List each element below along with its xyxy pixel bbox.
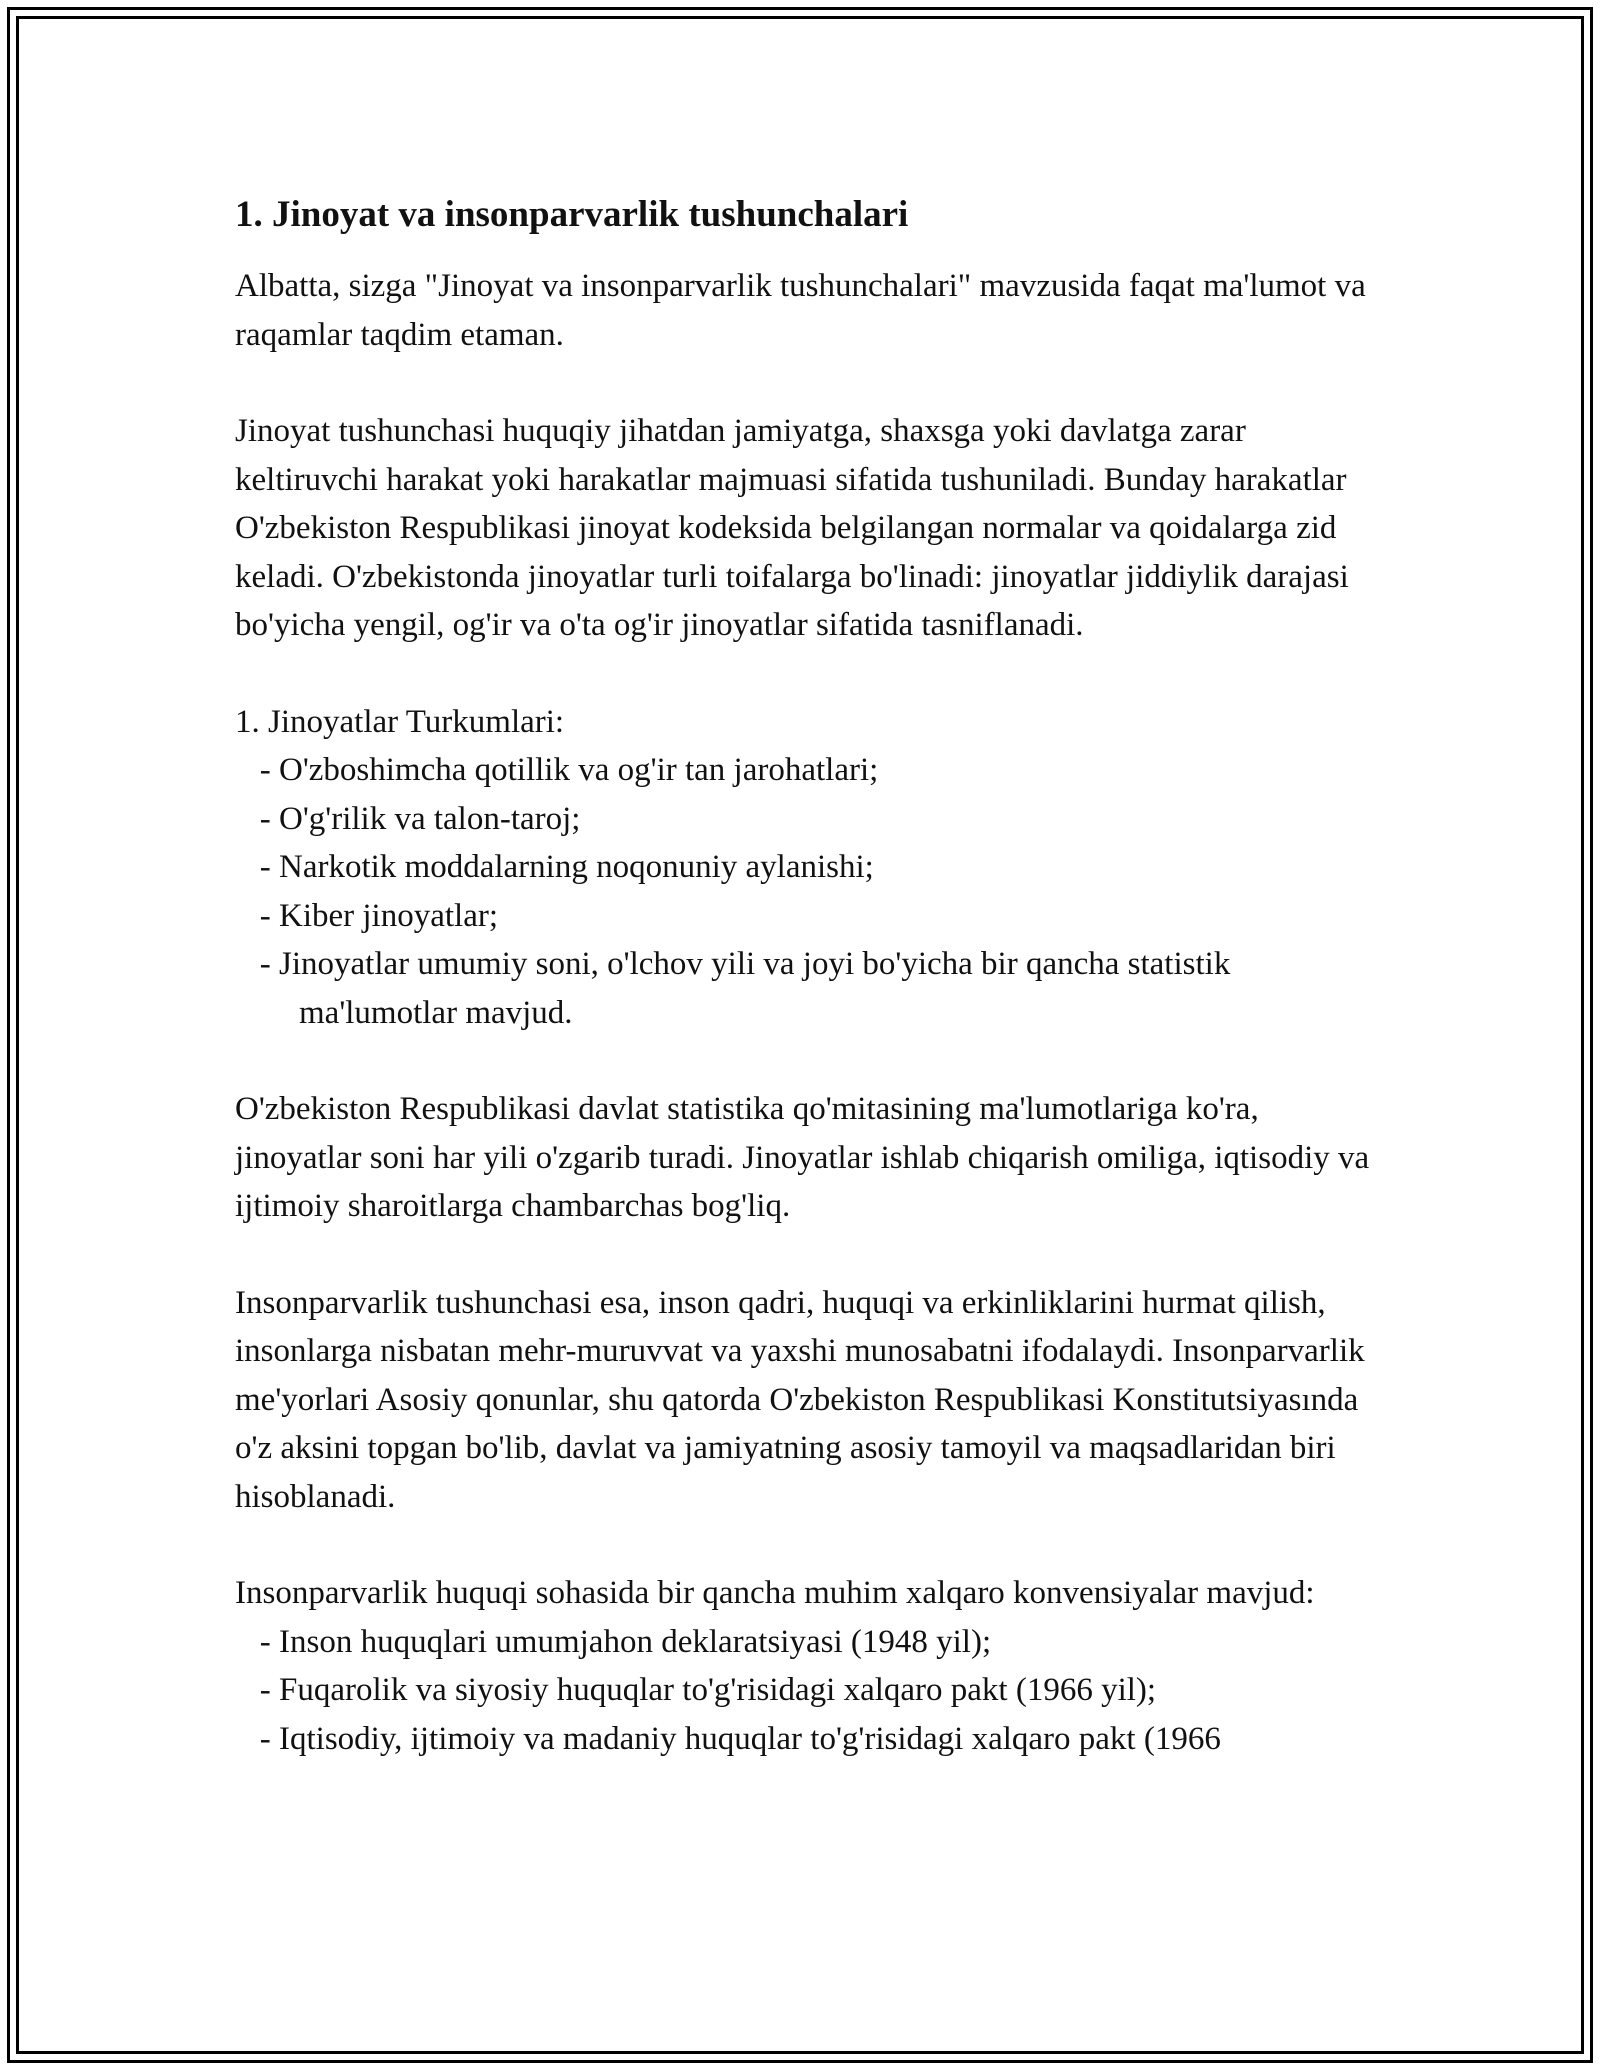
list-item: - Inson huquqlari umumjahon deklaratsiyasi (1948 yil); bbox=[259, 1623, 992, 1660]
list-item: - Jinoyatlar umumiy soni, o'lchov yili va joyi bo'yicha bir qancha statistik ma'lumotlar mavjud. bbox=[259, 946, 1231, 1031]
list-title: 1. Jinoyatlar Turkumlari: bbox=[235, 703, 565, 740]
statistics-paragraph: O'zbekiston Respublikasi davlat statistika qo'mitasining ma'lumotlariga ko'ra, jinoyatlar soni har yili o'zgarib turadi. Jinoyatlar ishlab chiqarish omiliga, iqtisodiy va ijtimoiy sharoitlarga chambarchas bog'liq. bbox=[235, 1091, 1370, 1224]
list-item: - Iqtisodiy, ijtimoiy va madaniy huquqlar to'g'risidagi xalqaro pakt (1966 bbox=[259, 1720, 1221, 1757]
crime-definition-paragraph: Jinoyat tushunchasi huquqiy jihatdan jamiyatga, shaxsga yoki davlatga zarar keltiruvchi harakat yoki harakatlar majmuasi sifatida tushuniladi. Bunday harakatlar O'zbekiston Respublikasi jinoyat kodeksida belgilangan normalar va qoidalarga zid keladi. O'zbekistonda jinoyatlar turli toifalarga bo'linadi: jinoyatlar jiddiylik darajasi bo'yicha yengil, og'ir va o'ta og'ir jinoyatlar sifatida tasniflanadi. bbox=[235, 413, 1349, 643]
list-title: Insonparvarlik huquqi sohasida bir qancha muhim xalqaro konvensiyalar mavjud: bbox=[235, 1575, 1315, 1611]
crime-categories-list bbox=[235, 698, 1385, 1038]
list-item: - O'zboshimcha qotillik va og'ir tan jarohatlari; bbox=[259, 752, 879, 788]
list-item: - Fuqarolik va siyosiy huquqlar to'g'risidagi xalqaro pakt (1966 yil); bbox=[259, 1672, 1157, 1708]
humanism-paragraph: Insonparvarlik tushunchasi esa, inson qadri, huquqi va erkinliklarini hurmat qilish, insonlarga nisbatan mehr-muruvvat va yaxshi munosabatni ifodalaydi. Insonparvarlik me'yorlari Asosiy qonunlar, shu qatorda O'zbekiston Respublikasi Konstitutsiyasında o'z aksini topgan bo'lib, davlat va jamiyatning asosiy tamoyil va maqsadlaridan biri hisoblanadi. bbox=[235, 1284, 1365, 1515]
list-item: - Kiber jinoyatlar; bbox=[259, 897, 499, 934]
list-item: - O'g'rilik va talon-taroj; bbox=[259, 800, 581, 837]
list-item: - Narkotik moddalarning noqonuniy aylanishi; bbox=[259, 849, 874, 885]
intro-paragraph: Albatta, sizga "Jinoyat va insonparvarlik tushunchalari" mavzusida faqat ma'lumot va raqamlar taqdim etaman. bbox=[235, 268, 1366, 353]
document-body bbox=[235, 190, 1385, 1763]
conventions-list bbox=[235, 1569, 1385, 1763]
page-title: 1. Jinoyat va insonparvarlik tushunchalari bbox=[235, 194, 909, 235]
